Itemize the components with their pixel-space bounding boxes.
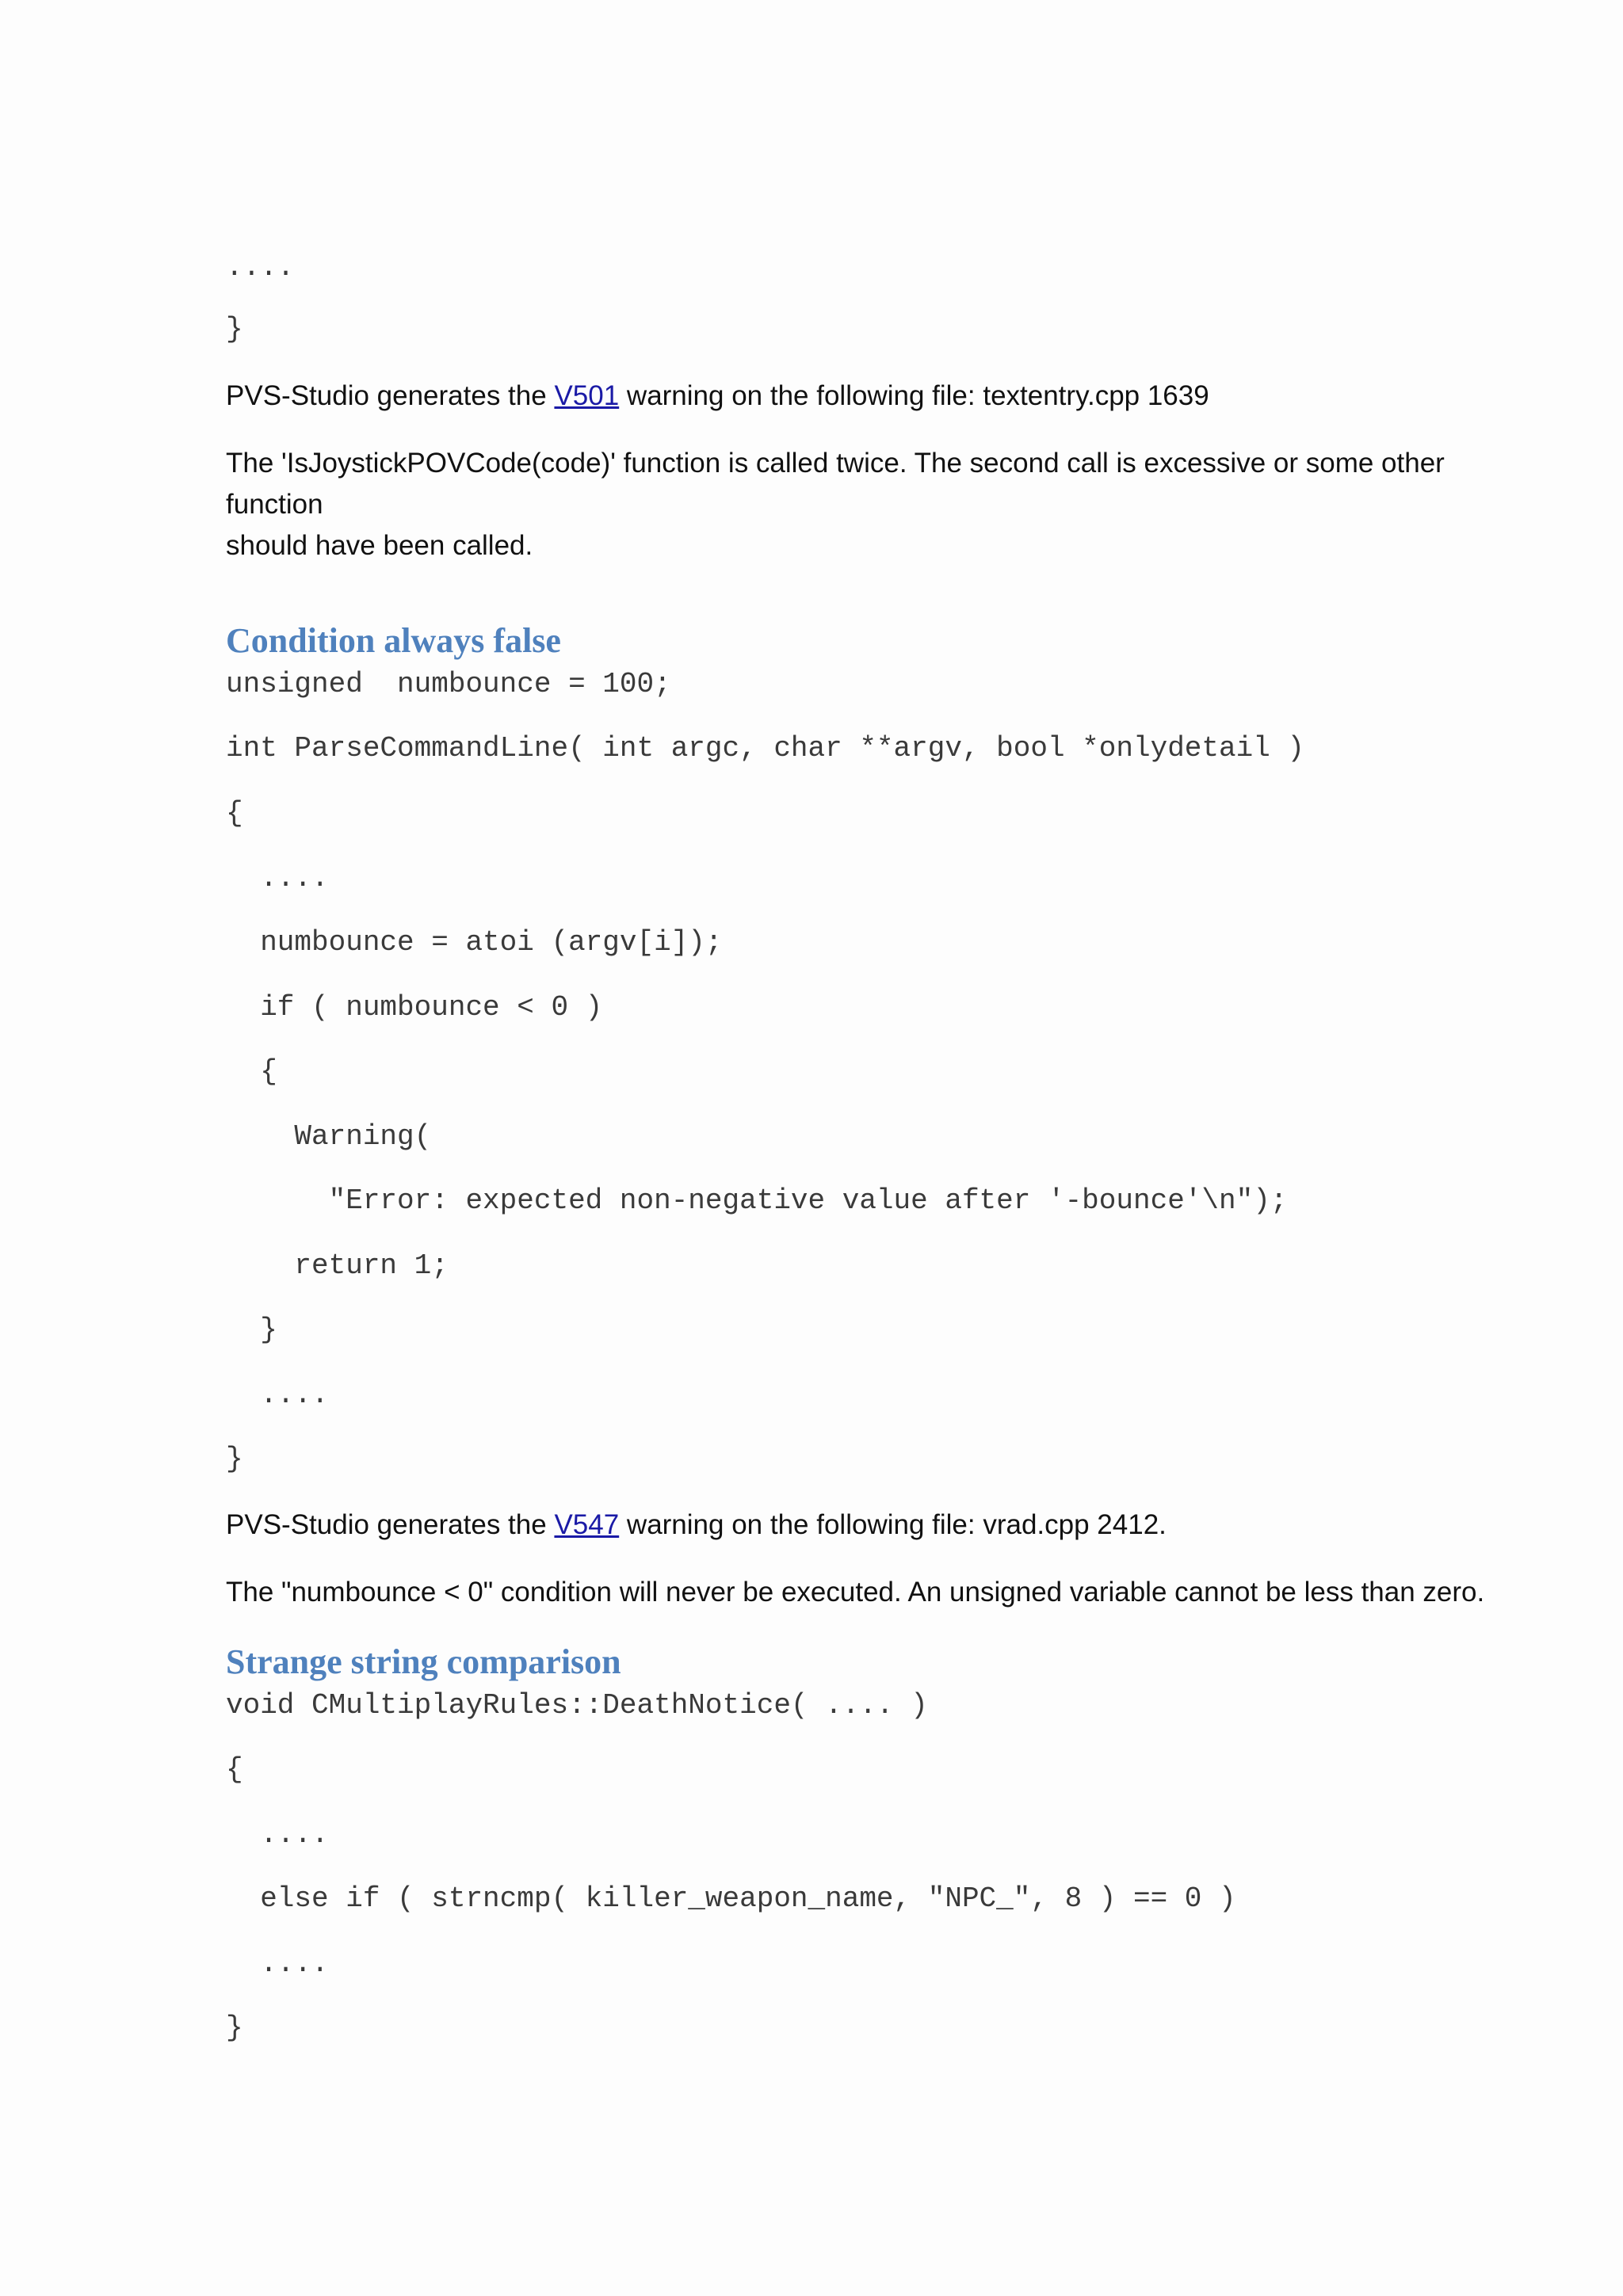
- heading-condition-always-false: Condition always false: [226, 621, 561, 660]
- warning-text-prefix: PVS-Studio generates the: [226, 380, 555, 411]
- code-line: {: [226, 797, 243, 830]
- code-line: {: [226, 1055, 277, 1088]
- code-line: void CMultiplayRules::DeathNotice( .... ): [226, 1689, 928, 1722]
- warning-paragraph-v501: [226, 376, 1494, 417]
- explanation-line-2: should have been called.: [226, 530, 533, 561]
- v547-link[interactable]: V547: [554, 1509, 620, 1540]
- code-line: if ( numbounce < 0 ): [226, 991, 603, 1024]
- code-line: numbounce = atoi (argv[i]);: [226, 926, 723, 959]
- code-line: return 1;: [226, 1249, 449, 1282]
- warning-paragraph-v547: [226, 1505, 1494, 1546]
- explanation-line-1: The 'IsJoystickPOVCode(code)' function is called twice. The second call is excessive or some other function: [226, 448, 1445, 520]
- warning-text-prefix: PVS-Studio generates the: [226, 1509, 555, 1540]
- explanation-paragraph-1: [226, 443, 1494, 566]
- heading-strange-string-comparison: Strange string comparison: [226, 1642, 621, 1681]
- code-line: "Error: expected non-negative value after '-bounce'\n");: [226, 1184, 1288, 1217]
- code-line: }: [226, 1314, 277, 1346]
- warning-text-suffix: warning on the following file: textentry.cpp 1639: [619, 380, 1209, 411]
- code-line: ....: [226, 1947, 329, 1980]
- code-line-close-brace: }: [226, 313, 243, 345]
- code-line: unsigned numbounce = 100;: [226, 668, 671, 700]
- code-line: {: [226, 1753, 243, 1786]
- explanation-paragraph-2: The "numbounce < 0" condition will never be executed. An unsigned variable cannot be less than zero.: [226, 1577, 1485, 1608]
- warning-text-suffix: warning on the following file: vrad.cpp 2412.: [619, 1509, 1167, 1540]
- code-line: Warning(: [226, 1120, 432, 1153]
- code-line: ....: [226, 1379, 329, 1411]
- v501-link[interactable]: V501: [554, 380, 620, 411]
- code-line: }: [226, 2012, 243, 2044]
- code-line: int ParseCommandLine( int argc, char **argv, bool *onlydetail ): [226, 732, 1305, 765]
- code-line-ellipsis: ....: [226, 251, 295, 284]
- code-line: ....: [226, 1818, 329, 1851]
- code-line: else if ( strncmp( killer_weapon_name, "NPC_", 8 ) == 0 ): [226, 1882, 1236, 1915]
- code-line: ....: [226, 862, 329, 894]
- code-line: }: [226, 1443, 243, 1475]
